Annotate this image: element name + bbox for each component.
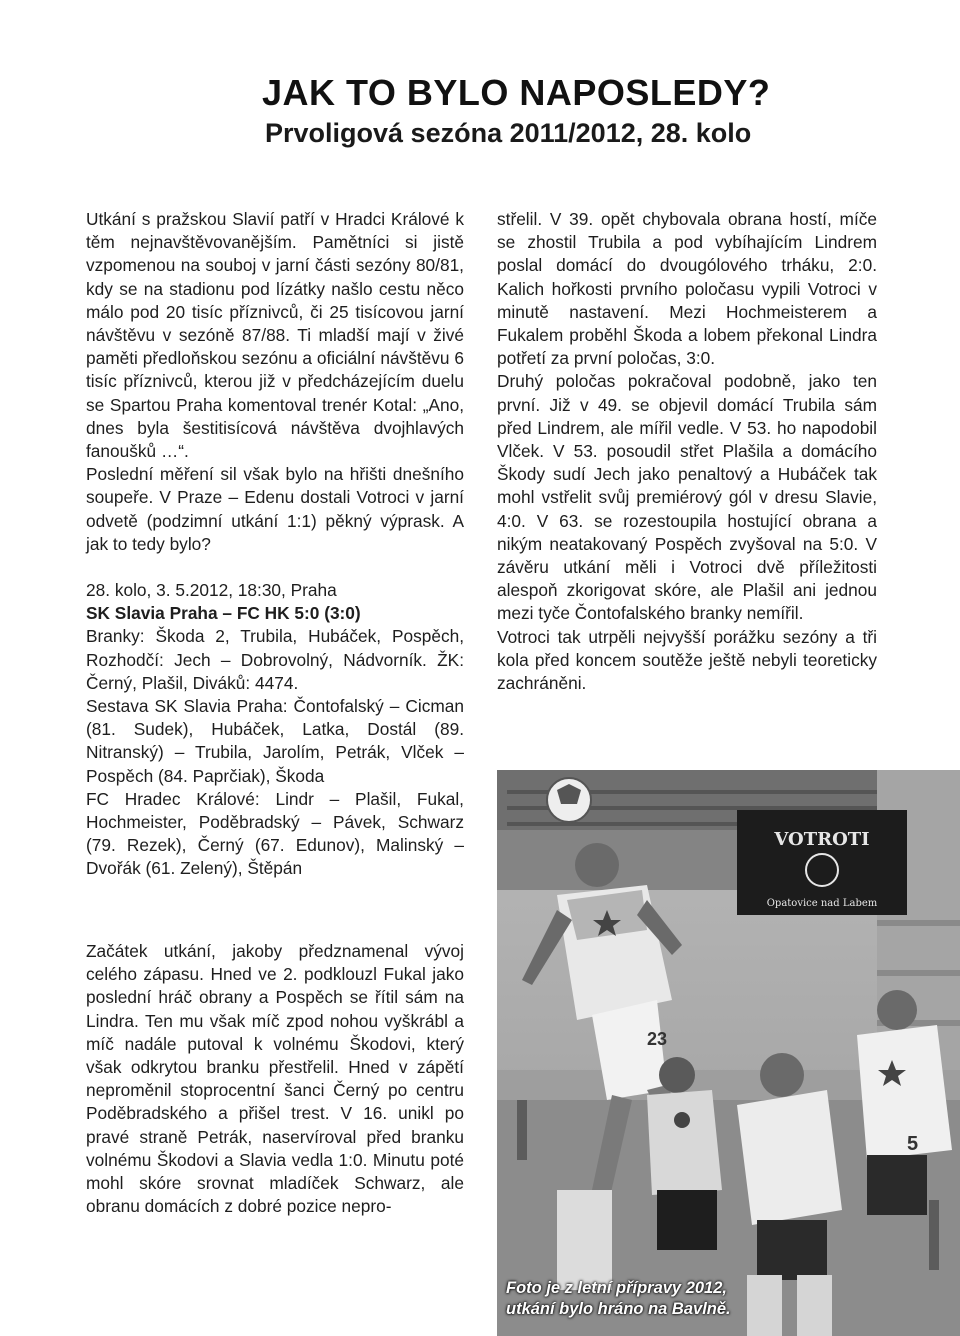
lineup-slavia: Sestava SK Slavia Praha: Čontofalský – Cicman (81. Sudek), Hubáček, Latka, Dostál (89. Nitranský) – Trubila, Jarolím, Petrák, Vlček – Pospěch (84. Paprčiak), Škoda [86, 696, 464, 786]
jersey-number-23: 23 [647, 1029, 668, 1049]
match-report-paragraph: Začátek utkání, jakoby předznamenal vývoj celého zápasu. Hned ve 2. podklouzl Fukal jako poslední hráč obrany a Pospěch se řítil sám na Lindra. Ten mu však míč zpod nohou vyškrábl a míč nadále putoval k volnému Škodovi, který však odkrytou branku přestřelil. Hned v zápětí neproměnil stoprocentní šanci Černý po centru Poděbradského a přišel trest. V 16. unikl po pravé straně Petrák, naservíroval před branku volnému Škodovi a Slavia vedla 1:0. Minutu poté mohl skóre srovnat mladíček Schwarz, ale obranu domácích z dobré pozice nepro- [86, 941, 464, 1217]
football [547, 778, 591, 822]
left-column-bottom [86, 940, 464, 1218]
first-half-paragraph: střelil. V 39. opět chybovala obrana hostí, míče se zhostil Trubila a pod vybíhajícím Lindrem poslal domácí do dvougólového trháku, 2:0. Kalich hořkosti prvního poločasu vypili Votroci v minutě nastavení. Mezi Hochmeisterem a Fukalem proběhl Škoda a lobem překonal Lindra potřetí za první poločas, 3:0. [497, 209, 877, 369]
photo-caption [506, 1278, 806, 1320]
banner-subtext: Opatovice nad Labem [766, 898, 878, 909]
caption-line-1: Foto je z letní přípravy 2012, [506, 1279, 727, 1297]
page-title: JAK TO BYLO NAPOSLEDY? [262, 72, 771, 113]
intro-paragraph: Utkání s pražskou Slavií patří v Hradci Králové k těm nejnavštěvovanějším. Pamětníci si jistě vzpomenou na souboj v jarní části sezóny 80/81, kdy se na stadionu pod lízátky našlo cestu něco málo pod 20 tisíc příznivců, či 25 tisícovou jarní návštěvu v sezóně 87/88. Ti mladší mají v živé paměti předloňskou sezónu a oficiální návštěvu 6 tisíc příznivců, kterou již v předcházejícím duelu se Spartou Praha komentoval trenér Kotal: „Ano, dnes byla šestitisícová návštěva dvojhlavých fanoušků …“. [86, 209, 464, 462]
page-subtitle: Prvoligová sezóna 2011/2012, 28. kolo [265, 118, 752, 148]
banner-text: VOTROTI [774, 829, 870, 850]
second-half-paragraph: Druhý poločas pokračoval podobně, jako ten první. Již v 49. se objevil domácí Trubila sám před Lindrem, ale mířil vedle. V 53. ho napodobil Vlček. V 53. posoudil střet Plašila a domácího Škody sudí Jech jako penaltový a Hubáček tak mohl vstřelit svůj premiérový gól v dresu Slavie, 4:0. V 63. se rozestoupila hostující obrana a nikým neatakovaný Pospěch zvyšoval na 5:0. V závěru utkání měli i Votroci dvě příležitosti alespoň zkorigovat skóre, ale Plašil ani jednou mezi tyče Čontofalského branky nemířil. [497, 371, 877, 624]
left-column-top [86, 208, 464, 881]
match-result: SK Slavia Praha – FC HK 5:0 (3:0) [86, 603, 361, 624]
conclusion-paragraph: Votroci tak utrpěli nejvyšší porážku sezóny a tři kola před koncem soutěže ještě nebyli teoreticky zachráněni. [497, 626, 877, 694]
right-column [497, 208, 877, 695]
goals-info: Branky: Škoda 2, Trubila, Hubáček, Pospěch, Rozhodčí: Jech – Dobrovolný, Nádvorník. ŽK: Černý, Plašil, Diváků: 4474. [86, 626, 464, 693]
match-photo [497, 770, 960, 1336]
recap-paragraph: Poslední měření sil však bylo na hřišti dnešního soupeře. V Praze – Edenu dostali Votroci v jarní odvetě (podzimní utkání 1:1) pěkný výprask. A jak to tedy bylo? [86, 464, 464, 554]
match-info: 28. kolo, 3. 5.2012, 18:30, Praha [86, 580, 337, 601]
jersey-number-5: 5 [907, 1133, 919, 1155]
caption-line-2: utkání bylo hráno na Bavlně. [506, 1300, 731, 1318]
lineup-hk: FC Hradec Králové: Lindr – Plašil, Fukal, Hochmeister, Poděbradský – Pávek, Schwarz (79. Rezek), Černý (67. Edunov), Malinský – Dvořák (61. Zelený), Štěpán [86, 788, 464, 879]
fan-banner [737, 810, 907, 915]
